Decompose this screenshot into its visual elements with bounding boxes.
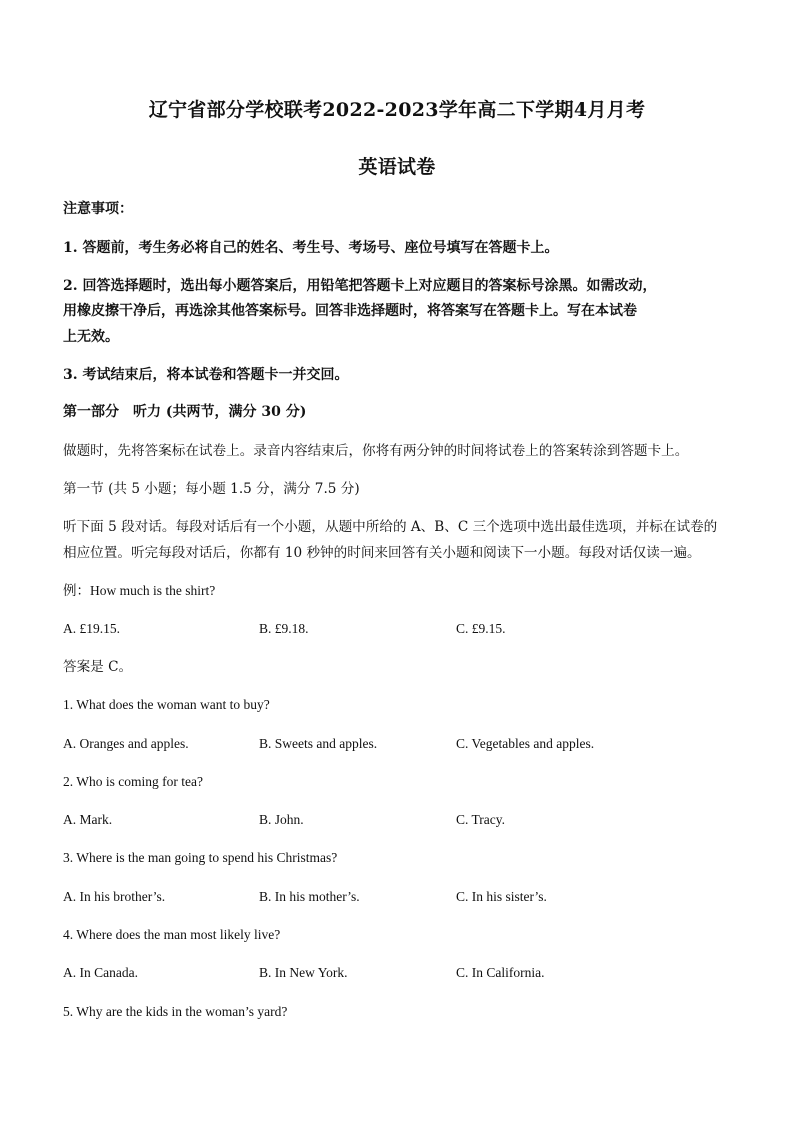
question-5: 5. Why are the kids in the woman’s yard?: [63, 1004, 288, 1019]
instructions-line-2: 相应位置。听完每段对话后，你都有 10 秒钟的时间来回答有关小题和阅读下一小题。每段对话仅读一遍。: [63, 545, 701, 561]
note-item-2: 2. 回答选择题时，选出每小题答案后，用铅笔把答题卡上对应题目的答案标号涂黑。如需改动，: [63, 278, 657, 294]
exam-title: 辽宁省部分学校联考2022-2023学年高二下学期4月月考: [148, 99, 646, 121]
exam-subtitle: 英语试卷: [358, 156, 436, 178]
example-option-b: B. £9.18.: [259, 621, 309, 636]
question-3: 3. Where is the man going to spend his Christmas?: [63, 850, 338, 865]
example-question: 例：How much is the shirt?: [63, 583, 216, 598]
note-item-2-cont: 用橡皮擦干净后，再选涂其他答案标号。回答非选择题时，将答案写在答题卡上。写在本试卷: [63, 303, 637, 319]
note-item-1: 1. 答题前，考生务必将自己的姓名、考生号、考场号、座位号填写在答题卡上。: [63, 240, 559, 256]
note-item-3: 3. 考试结束后，将本试卷和答题卡一并交回。: [63, 367, 349, 383]
note-item-2-end: 上无效。: [63, 329, 119, 345]
notes-heading: 注意事项：: [63, 201, 133, 217]
q3-option-a: A. In his brother’s.: [63, 889, 166, 904]
q3-option-c: C. In his sister’s.: [456, 889, 547, 904]
q4-option-b: B. In New York.: [259, 965, 348, 980]
q4-option-a: A. In Canada.: [63, 965, 138, 980]
question-1: 1. What does the woman want to buy?: [63, 697, 270, 712]
q1-option-a: A. Oranges and apples.: [63, 736, 189, 751]
q2-option-b: B. John.: [259, 812, 304, 827]
example-option-a: A. £19.15.: [63, 621, 120, 636]
example-option-c: C. £9.15.: [456, 621, 506, 636]
part1-intro: 做题时，先将答案标在试卷上。录音内容结束后，你将有两分钟的时间将试卷上的答案转涂到答题卡上。: [63, 443, 689, 459]
q1-option-c: C. Vegetables and apples.: [456, 736, 595, 751]
q4-option-c: C. In California.: [456, 965, 545, 980]
example-answer: 答案是 C。: [63, 659, 133, 675]
section1-heading: 第一节 (共 5 小题；每小题 1.5 分，满分 7.5 分): [63, 481, 360, 497]
q2-option-a: A. Mark.: [63, 812, 113, 827]
q1-option-b: B. Sweets and apples.: [259, 736, 378, 751]
question-4: 4. Where does the man most likely live?: [63, 927, 281, 942]
q2-option-c: C. Tracy.: [456, 812, 506, 827]
q3-option-b: B. In his mother’s.: [259, 889, 360, 904]
instructions-line-1: 听下面 5 段对话。每段对话后有一个小题，从题中所给的 A、B、C 三个选项中选出最佳选项，并标在试卷的: [63, 519, 718, 535]
part1-heading: 第一部分 听力 (共两节，满分 30 分): [63, 404, 307, 420]
question-2: 2. Who is coming for tea?: [63, 774, 203, 789]
